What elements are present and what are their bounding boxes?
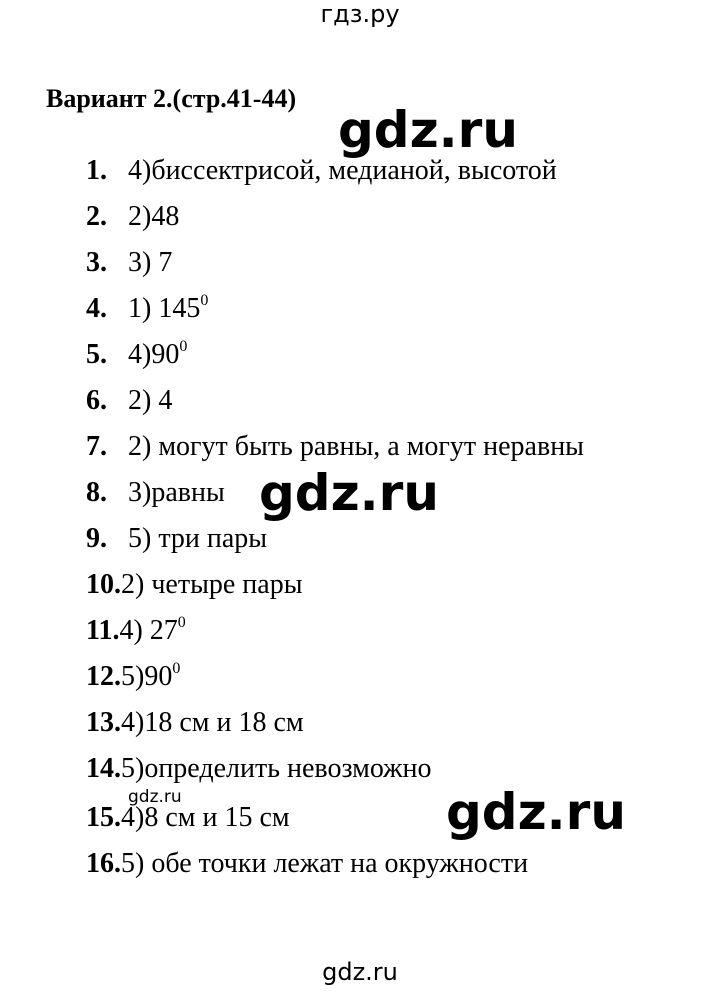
answer-text: 2)48 bbox=[128, 201, 180, 232]
answer-number: 12. bbox=[86, 661, 121, 692]
watermark-bottom: gdz.ru bbox=[446, 783, 626, 841]
answer-number: 16. bbox=[86, 848, 121, 879]
answer-text bbox=[128, 339, 187, 370]
answer-item bbox=[86, 844, 528, 884]
answer-item bbox=[86, 798, 290, 838]
answer-text: 2) 4 bbox=[128, 385, 173, 416]
answer-number: 11. bbox=[86, 615, 120, 646]
answer-number: 2. bbox=[86, 201, 107, 232]
watermark-small: gdz.ru bbox=[128, 787, 182, 807]
answer-value: 5)90 bbox=[121, 661, 173, 692]
answer-number: 14. bbox=[86, 753, 121, 784]
answer-item bbox=[86, 657, 180, 697]
answer-text: 3)равны bbox=[128, 477, 225, 508]
answer-number: 9. bbox=[86, 523, 107, 554]
answer-text: 5) три пары bbox=[128, 523, 268, 554]
answer-text: 5) обе точки лежат на окружности bbox=[121, 848, 529, 879]
watermark-middle: gdz.ru bbox=[259, 464, 439, 522]
answer-text: 3) 7 bbox=[128, 247, 173, 278]
answer-item bbox=[86, 519, 267, 559]
answer-number: 5. bbox=[86, 339, 107, 370]
answer-number: 1. bbox=[86, 155, 107, 186]
answer-number: 13. bbox=[86, 707, 121, 738]
answer-text: 5)определить невозможно bbox=[121, 753, 432, 784]
site-footer: gdz.ru bbox=[322, 958, 398, 986]
answer-text bbox=[119, 615, 185, 646]
answer-text: 4)биссектрисой, медианой, высотой bbox=[128, 155, 557, 186]
answer-text: 2) могут быть равны, а могут неравны bbox=[128, 431, 584, 462]
answer-text bbox=[128, 293, 208, 324]
answer-value: 4) 27 bbox=[119, 615, 178, 646]
answer-number: 15. bbox=[86, 802, 121, 833]
answer-item bbox=[86, 473, 225, 513]
answer-text: 2) четыре пары bbox=[121, 569, 303, 600]
degree-superscript: 0 bbox=[172, 660, 181, 677]
site-header: гдз.ру bbox=[320, 0, 400, 28]
answer-item bbox=[86, 703, 304, 743]
answer-number: 8. bbox=[86, 477, 107, 508]
answer-text: 4)8 см и 15 см bbox=[121, 802, 290, 833]
answer-item bbox=[86, 151, 557, 191]
answer-text: 4)18 см и 18 см bbox=[121, 707, 304, 738]
answer-item bbox=[86, 611, 186, 651]
watermark-top: gdz.ru bbox=[338, 101, 518, 159]
degree-superscript: 0 bbox=[200, 292, 209, 309]
answer-item bbox=[86, 335, 187, 375]
answer-item bbox=[86, 565, 303, 605]
answer-number: 3. bbox=[86, 247, 107, 278]
answer-item bbox=[86, 381, 172, 421]
answer-text bbox=[121, 661, 180, 692]
answer-item bbox=[86, 749, 431, 789]
degree-superscript: 0 bbox=[177, 614, 186, 631]
answer-number: 4. bbox=[86, 293, 107, 324]
degree-superscript: 0 bbox=[179, 338, 188, 355]
answer-number: 6. bbox=[86, 385, 107, 416]
answer-number: 7. bbox=[86, 431, 107, 462]
answer-item bbox=[86, 197, 179, 237]
page-title: Вариант 2.(стр.41-44) bbox=[46, 84, 297, 113]
answer-value: 1) 145 bbox=[128, 293, 201, 324]
answer-value: 4)90 bbox=[128, 339, 180, 370]
answer-item bbox=[86, 427, 584, 467]
answer-number: 10. bbox=[86, 569, 121, 600]
answer-item bbox=[86, 243, 172, 283]
answer-item bbox=[86, 289, 208, 329]
